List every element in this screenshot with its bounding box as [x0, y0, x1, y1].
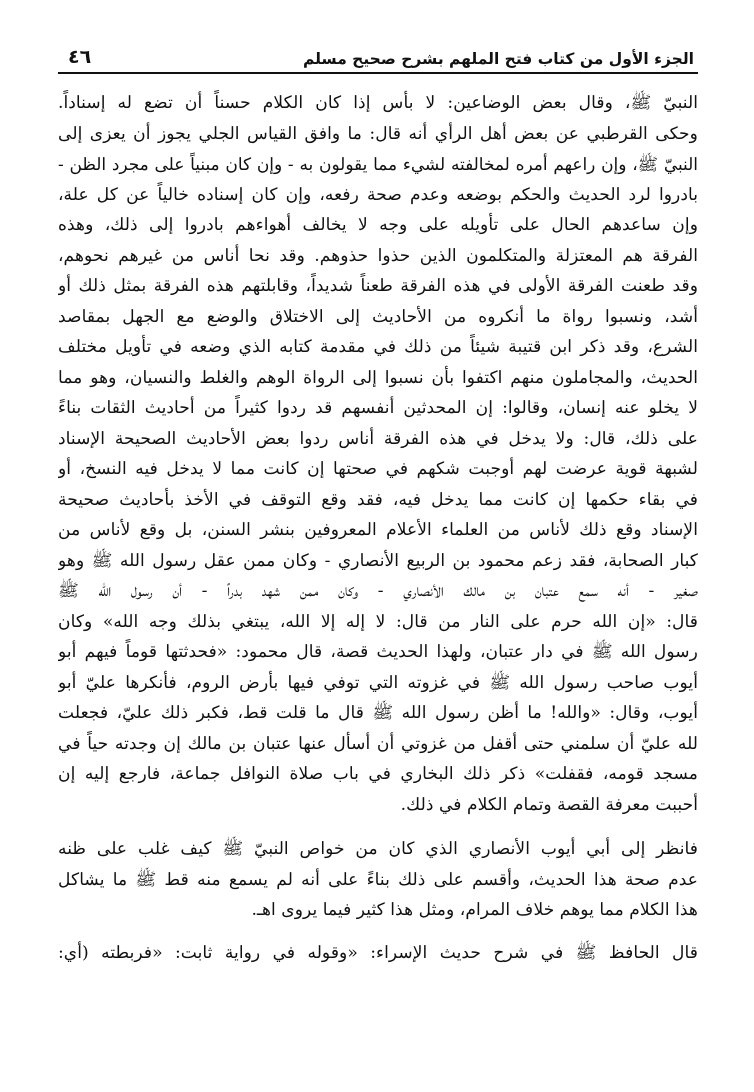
paragraph — [58, 834, 698, 926]
text-line: لله عليّ أن سلمني حتى أقفل من غزوتي أن أسأل عنها عتبان بن مالك إن وجدته حياً في — [58, 733, 698, 754]
text-line: مسجد قومه، فقفلت» ذكر ذلك البخاري في باب صلاة النوافل جماعة، فارجع إليه إن — [58, 764, 698, 784]
text-line: وقد طعنت الفرقة الأولى في هذه الفرقة طعناً شديداً، وقابلتهم هذه الفرقة بمثل ذلك أو — [58, 276, 698, 296]
text-line: فانظر إلى أبي أيوب الأنصاري الذي كان من خواص النبيّ ﷺ كيف غلب على ظنه — [58, 839, 698, 859]
paragraph — [58, 88, 698, 820]
text-line: أيوب صاحب رسول الله ﷺ في غزوته التي توفي فيها بأرض الروم، فأنكرها عليّ أبو — [58, 672, 698, 693]
text-line: النبيّ ﷺ، وإن راعهم أمره لمخالفته لشيء مما يقولون به - وإن كان مبنياً على مجرد الظن - — [58, 154, 698, 174]
text-line: الفرقة هم المعتزلة والمتكلمون الذين حذوا حذوهم. وقد نحا أناس من غيرهم نحوهم، — [58, 245, 698, 266]
text-line: صغير - أنه سمع عتبان بن مالك الأنصاري - وكان ممن شهد بدراً - أن رسول الله ﷺ — [58, 581, 698, 601]
text-line: لشبهة قوية عرضت لهم أوجبت شكهم في صحتها إن كانت مما لا يدخل فيه النسخ، أو — [58, 459, 698, 479]
text-line: أيوب، وقال: «والله! ما أظن رسول الله ﷺ قال ما قلت قط، فكبر ذلك عليّ، فجعلت — [58, 703, 698, 723]
paragraph-gap — [58, 820, 698, 834]
text-line: في بقاء حكمها إن كانت مما يدخل فيه، فقد وقع التوقف في الأخذ بأحاديث صحيحة — [58, 489, 698, 510]
text-line: عدم صحة هذا الحديث، وأقسم على ذلك بناءً على أنه لم يسمع منه قط ﷺ ما يشاكل — [58, 869, 698, 890]
text-line: النبيّ ﷺ، وقال بعض الوضاعين: لا بأس إذا كان الكلام حسناً أن تضع له إسناداً. — [58, 93, 698, 113]
text-line: قال: «إن الله حرم على النار من قال: لا إله إلا الله، يبتغي بذلك وجه الله» وكان — [58, 611, 698, 632]
document-page — [58, 40, 698, 1092]
text-line: رسول الله ﷺ في دار عتبان، ولهذا الحديث قصة، قال محمود: «فحدثتها قوماً فيهم أبو — [58, 642, 698, 662]
text-line: أشد، ونسبوا رواة ما أنكروه من الأحاديث إلى الاختلاق والوضع مع الجهل بمقاصد — [58, 306, 698, 327]
text-line: كبار الصحابة، فقد زعم محمود بن الربيع الأنصاري - وكان ممن عقل رسول الله ﷺ وهو — [58, 550, 698, 571]
paragraph — [58, 938, 698, 969]
text-line: الإسناد وقع ذلك لأناس من العلماء الأعلام المعروفين بنشر السنن، بل وقع لأناس من — [58, 520, 698, 540]
text-line: قال الحافظ ﷺ في شرح حديث الإسراء: «وقوله في رواية ثابت: «فربطته (أي: — [58, 942, 698, 963]
paragraphs — [58, 88, 698, 968]
text-line: أحببت معرفة القصة وتمام الكلام في ذلك. — [400, 794, 698, 815]
text-line: وإن ساعدهم الحال على تأويله على وجه لا يخالف أهواءهم بادروا إلى ذلك، وهذه — [58, 215, 698, 235]
paragraph-gap — [58, 926, 698, 938]
text-line: بادروا لرد الحديث والحكم بوضعه وعدم صحة رفعه، وإن كان إسناده خالياً عن كل علة، — [58, 184, 698, 205]
text-line: لا يخلو عنه إنسان، وقالوا: إن المحدثين أنفسهم قد ردوا كثيراً من أحاديث الثقات بناءً — [58, 398, 698, 418]
book-title: الجزء الأول من كتاب فتح الملهم بشرح صحيح مسلم — [302, 50, 694, 68]
body-text — [58, 88, 698, 968]
text-line: الحديث، والمجاملون منهم اكتفوا بأن نسبوا إلى الرواة الوهم والغلط والنسيان، وهو مما — [58, 367, 698, 388]
running-header — [58, 40, 698, 74]
page-number: ٤٦ — [68, 46, 92, 68]
text-line: على ذلك، قال: ولا يدخل في هذه الفرقة أناس ردوا بعض الأحاديث الصحيحة الإسناد — [58, 428, 698, 449]
text-line: هذا الكلام مما يوهم خلاف المرام، ومثل هذا كثير فيما يروى اهـ. — [251, 900, 698, 920]
text-line: الشرع، وقد ذكر ابن قتيبة شيئاً من ذلك في مقدمة كتابه الذي وضعه في تأويل مختلف — [58, 337, 698, 357]
text-line: وحكى القرطبي عن بعض أهل الرأي أنه قال: ما وافق القياس الجلي يجوز أن يعزى إلى — [58, 123, 698, 144]
